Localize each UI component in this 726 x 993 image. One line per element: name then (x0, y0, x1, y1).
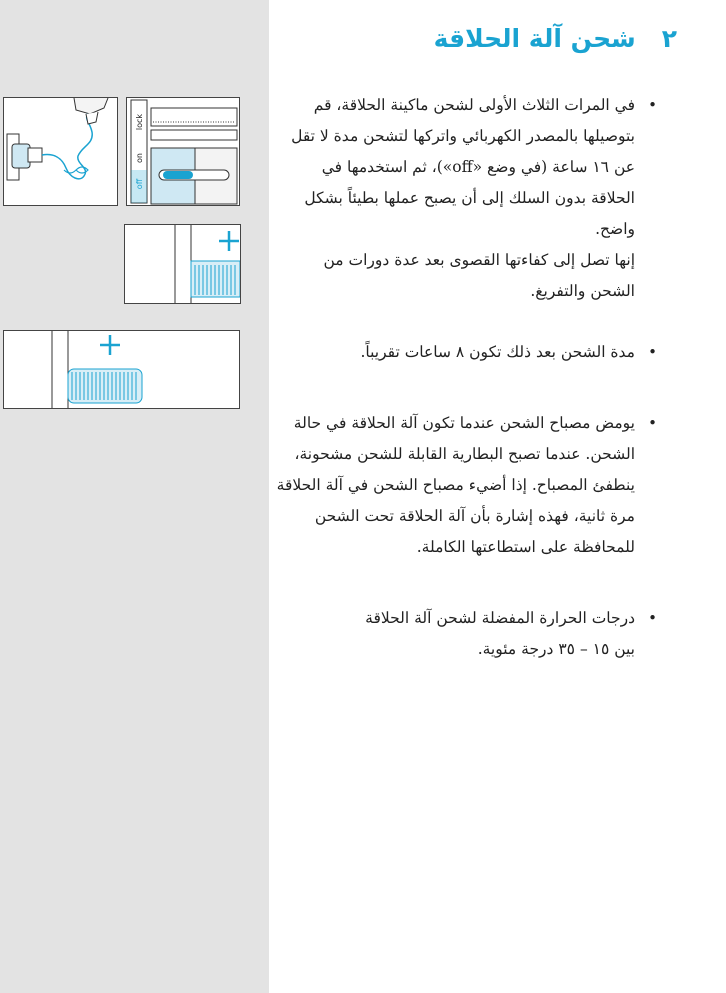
section-heading (434, 24, 677, 53)
switch-label-off: off (135, 178, 144, 190)
charging-indicator-illustration (124, 224, 241, 304)
switch-label-lock: lock (135, 113, 144, 131)
bullet-icon: • (648, 414, 657, 432)
section-number: ٢ (661, 24, 677, 53)
plug-socket-illustration (3, 97, 118, 206)
bullet-icon: • (648, 609, 657, 627)
list-item-note: إنها تصل إلى كفاءتها القصوى بعد عدة دورات من الشحن والتفريغ. (323, 251, 635, 300)
switch-label-on: on (135, 153, 144, 163)
section-title: شحن آلة الحلاقة (433, 24, 636, 53)
list-item (275, 408, 657, 563)
list-item (275, 603, 657, 665)
list-item-text: في المرات الثلاث الأولى لشحن ماكينة الحلاقة، قم بتوصيلها بالمصدر الكهربائي واتركها لتشحن مدة لا تقل عن ١٦ ساعة (في وضع «off»)، ثم استخدمها في الحلاقة بدون السلك إلى أن يصبح عملها بطيئاً بشكل واضح. (291, 96, 635, 238)
list-item-text: يومض مصباح الشحن عندما تكون آلة الحلاقة في حالة الشحن. عندما تصبح البطارية القابلة للشحن مشحونة، ينطفئ المصباح. إذا أضيء مصباح الشحن في آلة الحلاقة مرة ثانية، فهذه إشارة بأن آلة الحلاقة تحت الشحن للمحافظة على استطاعتها الكاملة. (276, 414, 635, 556)
list-item-text: مدة الشحن بعد ذلك تكون ٨ ساعات تقريباً. (360, 343, 635, 361)
list-item (275, 337, 657, 368)
charge-level-illustration (3, 330, 240, 409)
bullet-list (275, 90, 657, 689)
list-item-text: درجات الحرارة المفضلة لشحن آلة الحلاقة بين ١٥ – ٣٥ درجة مئوية. (365, 609, 635, 658)
bullet-icon: • (648, 96, 657, 114)
switch-position-illustration (126, 97, 240, 206)
list-item (275, 90, 657, 307)
bullet-icon: • (648, 343, 657, 361)
